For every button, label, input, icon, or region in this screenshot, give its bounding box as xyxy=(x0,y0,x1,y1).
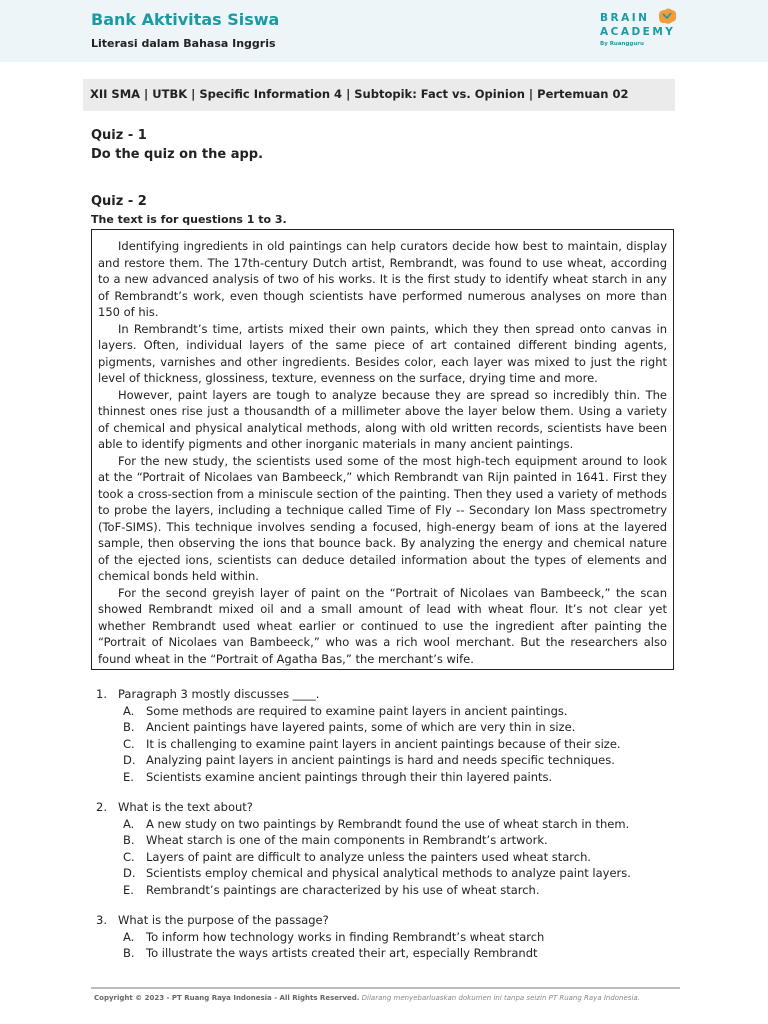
passage-paragraph: In Rembrandt’s time, artists mixed their own paints, which they then spread onto canvas in layers. Often, individual layers of the same piece of art contained different binding agents, pigments, varnishes and other ingredients. Besides color, each layer was mixed to just the right level of thickness, glossiness, texture, evenness on the surface, drying time and more. xyxy=(98,321,667,385)
footer-copyright: Copyright © 2023 - PT Ruang Raya Indonesia - All Rights Reserved. xyxy=(94,994,360,1002)
reading-passage xyxy=(91,229,674,670)
option-letter: E. xyxy=(123,882,134,897)
option-text: A new study on two paintings by Rembrandt found the use of wheat starch in them. xyxy=(146,816,630,831)
option-text: Ancient paintings have layered paints, some of which are very thin in size. xyxy=(146,720,576,734)
option-letter: E. xyxy=(123,769,134,784)
option-text: Some methods are required to examine paint layers in ancient paintings. xyxy=(146,703,568,718)
footer-notice: Dilarang menyebarluaskan dokumen ini tanpa seizin PT Ruang Raya Indonesia. xyxy=(361,994,640,1002)
question-2 xyxy=(96,799,676,898)
option-letter: C. xyxy=(123,736,135,751)
topic-text: XII SMA | UTBK | Specific Information 4 | Subtopik: Fact vs. Opinion | Pertemuan 02 xyxy=(90,87,629,101)
option-text: Scientists examine ancient paintings through their thin layered paints. xyxy=(146,769,553,784)
answer-option[interactable] xyxy=(96,816,676,833)
passage-paragraph: For the second greyish layer of paint on the “Portrait of Nicolaes van Bambeeck,” the scan showed Rembrandt mixed oil and a small amount of lead with wheat flour. It’s not clear yet whether Rembrandt used wheat earlier or continued to use the ingredient after painting the “Portrait of Nicolaes van Bambeeck,” who was a rich wool merchant. But the researchers also found wheat in the “Portrait of Agatha Bas,” the merchant’s wife. xyxy=(98,585,667,666)
option-letter: C. xyxy=(123,849,135,864)
answer-option[interactable] xyxy=(96,703,676,720)
quiz2-instruction: The text is for questions 1 to 3. xyxy=(91,213,287,226)
answer-option[interactable] xyxy=(96,945,676,962)
option-letter: A. xyxy=(123,929,135,944)
option-text: To illustrate the ways artists created their art, especially Rembrandt xyxy=(146,946,538,960)
footer-divider xyxy=(91,987,680,989)
brain-icon xyxy=(656,8,678,26)
option-letter: D. xyxy=(123,866,136,880)
option-letter: D. xyxy=(123,753,136,767)
option-text: It is challenging to examine paint layers in ancient paintings because of their size. xyxy=(146,736,621,751)
passage-paragraph: However, paint layers are tough to analyze because they are spread so incredibly thin. The thinnest ones rise just a thousandth of a millimeter above the layer below them. Using a variety of chemical and physical analytical methods, along with old written records, scientists have been able to identify pigments and other inorganic materials in many ancient paintings. xyxy=(98,387,667,451)
quiz1-title: Quiz - 1 xyxy=(91,128,147,143)
question-1 xyxy=(96,686,676,785)
question-3 xyxy=(96,912,676,962)
passage-paragraph: For the new study, the scientists used some of the most high-tech equipment around to look at the “Portrait of Nicolaes van Bambeeck,” which Rembrandt van Rijn painted in 1641. First they took a cross-section from a miniscule section of the painting. Then they used a variety of methods to probe the layers, including a technique called Time of Fly -- Secondary Ion Mass spectrometry (ToF-SIMS). This technique involves sending a focused, high-energy beam of ions at the layered sample, then observing the ions that bounce back. By analyzing the energy and chemical nature of the ejected ions, scientists can deduce detailed information about the types of elements and chemical bonds held within. xyxy=(98,453,667,583)
answer-option[interactable] xyxy=(96,769,676,786)
option-text: To inform how technology works in finding Rembrandt’s wheat starch xyxy=(146,929,545,944)
option-text: Rembrandt’s paintings are characterized by his use of wheat starch. xyxy=(146,882,540,897)
page-header xyxy=(0,0,768,62)
option-letter: A. xyxy=(123,703,135,718)
answer-option[interactable] xyxy=(96,929,676,946)
option-letter: A. xyxy=(123,816,135,831)
page-footer xyxy=(94,994,640,1002)
answer-option[interactable] xyxy=(96,849,676,866)
passage-paragraph: Identifying ingredients in old paintings can help curators decide how best to maintain, display and restore them. The 17th-century Dutch artist, Rembrandt, was found to use wheat, according to a new advanced analysis of two of his works. It is the first study to identify wheat starch in any of Rembrandt’s work, even though scientists have performed numerous analyses on more than 150 of his. xyxy=(98,239,667,319)
topic-bar xyxy=(83,79,675,111)
answer-option[interactable] xyxy=(96,719,676,736)
option-text: Analyzing paint layers in ancient paintings is hard and needs specific techniques. xyxy=(146,753,615,767)
question-number: 3. xyxy=(96,913,107,927)
option-letter: B. xyxy=(123,720,135,734)
question-list xyxy=(96,686,676,976)
answer-option[interactable] xyxy=(96,736,676,753)
logo-text-line1: BRAIN xyxy=(600,12,650,24)
answer-option[interactable] xyxy=(96,865,676,882)
question-number: 1. xyxy=(96,687,107,701)
logo-text-line2: ACADEMY xyxy=(600,26,676,38)
question-number: 2. xyxy=(96,800,107,814)
answer-option[interactable] xyxy=(96,882,676,899)
logo-text-line3: By Ruangguru xyxy=(600,41,644,47)
brain-academy-logo xyxy=(600,10,680,54)
quiz1-instruction: Do the quiz on the app. xyxy=(91,147,264,162)
quiz2-title: Quiz - 2 xyxy=(91,194,147,209)
answer-option[interactable] xyxy=(96,752,676,769)
question-stem: What is the text about? xyxy=(118,800,253,814)
option-text: Wheat starch is one of the main components in Rembrandt’s artwork. xyxy=(146,833,548,847)
header-title: Bank Aktivitas Siswa xyxy=(91,10,280,29)
option-text: Layers of paint are difficult to analyze unless the painters used wheat starch. xyxy=(146,849,592,864)
option-letter: B. xyxy=(123,946,135,960)
question-stem: What is the purpose of the passage? xyxy=(118,913,329,927)
answer-option[interactable] xyxy=(96,832,676,849)
option-text: Scientists employ chemical and physical analytical methods to analyze paint layers. xyxy=(146,866,631,880)
option-letter: B. xyxy=(123,833,135,847)
question-stem: Paragraph 3 mostly discusses ____. xyxy=(118,687,320,701)
header-subtitle: Literasi dalam Bahasa Inggris xyxy=(91,37,276,50)
